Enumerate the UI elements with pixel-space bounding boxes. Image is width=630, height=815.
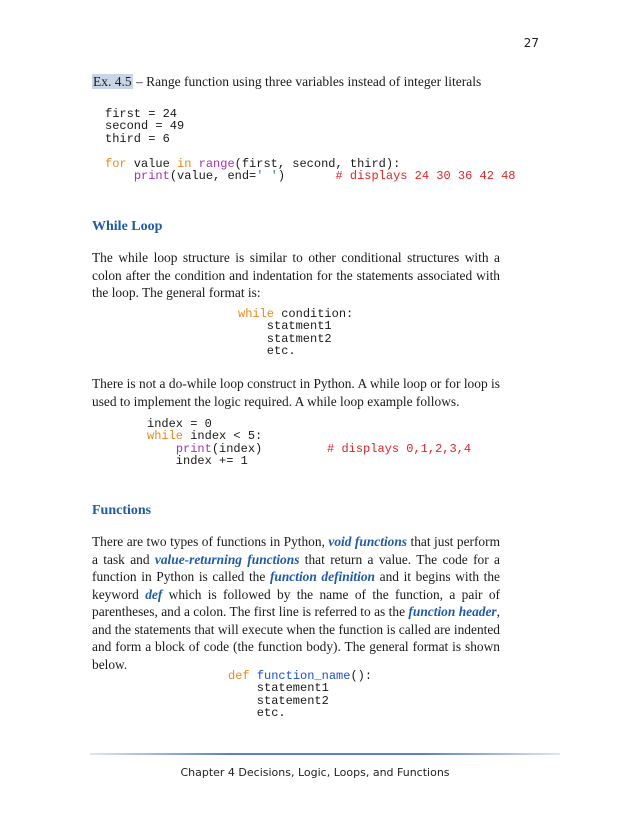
para-text: that return a value. The code for a function in Python is called the xyxy=(92,551,500,584)
builtin-print: print xyxy=(175,441,212,456)
functions-heading: Functions xyxy=(92,503,152,518)
keyword-in: in xyxy=(177,156,192,171)
code-comment: # displays 24 30 36 42 48 xyxy=(335,169,516,184)
example-heading xyxy=(92,74,481,90)
term-value-returning-functions: value-returning functions xyxy=(154,551,300,567)
para-text: There are two types of functions in Python, xyxy=(92,534,329,549)
code-text: value xyxy=(126,156,178,171)
keyword-def: def xyxy=(228,669,250,683)
para-text: which is followed by the name of the function, a pair of parentheses, and a colon. The first line is referred to as the xyxy=(92,586,501,619)
code-line: second = 49 xyxy=(105,119,185,134)
code-line: etc. xyxy=(238,344,296,359)
while-intro-paragraph: The while loop structure is similar to other conditional structures with a colon after the condition and indentation for the statements associated with the loop. The general format is: xyxy=(92,250,500,300)
term-function-definition: function definition xyxy=(269,569,376,584)
term-void-functions: void functions xyxy=(328,534,408,549)
code-text: ) xyxy=(277,169,336,184)
code-line: statment2 xyxy=(238,331,332,346)
builtin-print: print xyxy=(133,169,170,184)
code-comment: # displays 0,1,2,3,4 xyxy=(327,441,472,456)
code-line: index = 0 xyxy=(147,417,212,431)
code-text: (value, end= xyxy=(169,169,257,184)
keyword-while: while xyxy=(238,307,275,321)
page-number: 27 xyxy=(523,36,539,50)
range-code-block xyxy=(105,108,516,182)
term-def: def xyxy=(145,586,163,602)
code-line: third = 6 xyxy=(105,131,170,146)
code-text: (first, second, third): xyxy=(234,156,401,171)
para-text: and it begins with the keyword xyxy=(92,569,500,602)
code-text: condition: xyxy=(274,307,354,321)
code-text: (index) xyxy=(211,441,328,456)
para-text: , and the statements that will execute when the function is called are indented and form a block of code (the function body). The general format is shown below. xyxy=(92,604,500,672)
code-line: statment1 xyxy=(238,319,332,334)
code-string: ' ' xyxy=(256,169,278,184)
while-loop-heading: While Loop xyxy=(92,219,163,234)
para-text: that just perform a task and xyxy=(92,534,500,567)
code-line: first = 24 xyxy=(105,107,178,121)
code-text: (): xyxy=(350,669,373,683)
code-line: statement2 xyxy=(228,693,329,708)
while-example-block xyxy=(147,418,471,468)
term-function-header: function header xyxy=(408,604,497,619)
builtin-range: range xyxy=(198,156,235,171)
code-text: index < 5: xyxy=(183,429,263,444)
code-indent xyxy=(105,169,134,183)
code-line: etc. xyxy=(228,706,286,721)
example-label: Ex. 4.5 xyxy=(93,74,132,89)
function-name: function_name xyxy=(256,669,351,683)
example-title: – Range function using three variables instead of integer literals xyxy=(132,74,482,89)
while-format-block xyxy=(238,308,353,358)
while-note-paragraph: There is not a do-while loop construct in Python. A while loop or for loop is used to implement the logic required. A while loop example follows. xyxy=(92,376,500,409)
code-line: index += 1 xyxy=(147,454,248,469)
code-line: statement1 xyxy=(228,681,329,696)
def-format-block xyxy=(228,670,372,720)
footer-chapter-title: Chapter 4 Decisions, Logic, Loops, and Functions xyxy=(180,766,450,779)
functions-paragraph xyxy=(92,533,500,673)
keyword-while: while xyxy=(147,429,184,444)
footer-divider xyxy=(90,753,560,755)
keyword-for: for xyxy=(105,156,127,171)
